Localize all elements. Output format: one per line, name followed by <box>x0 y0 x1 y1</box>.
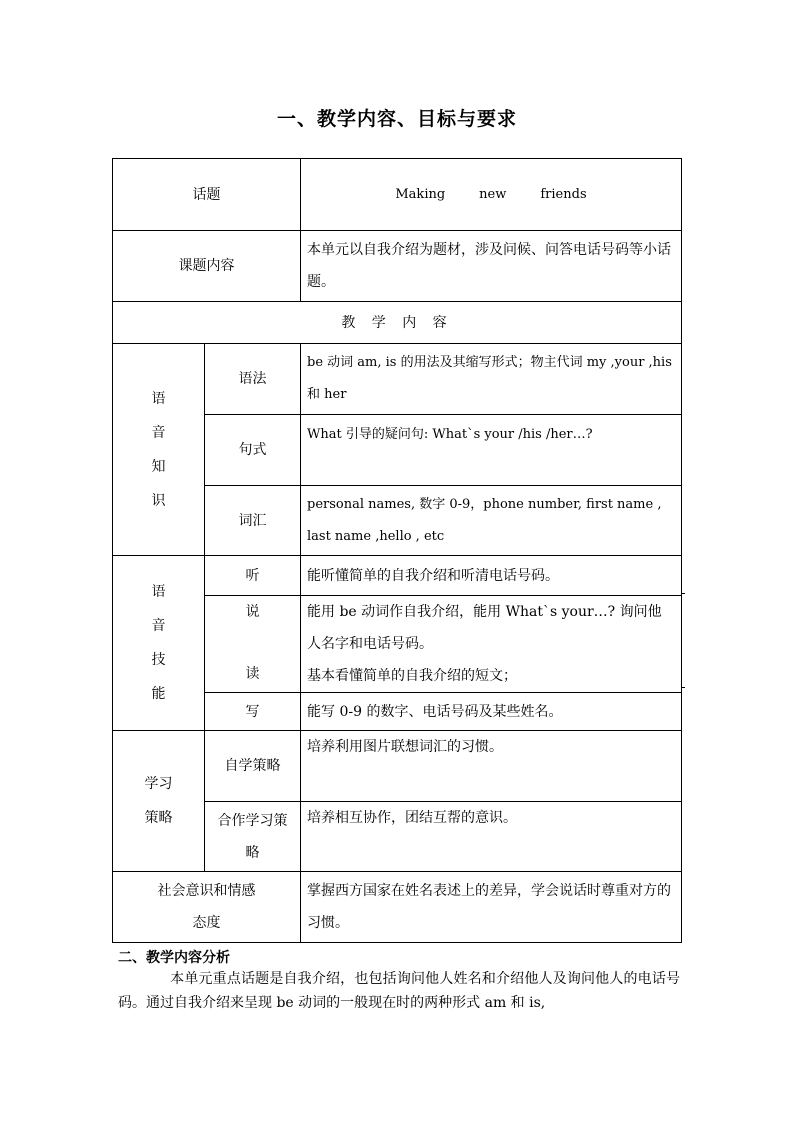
content-header: 教 学 内 容 <box>113 302 682 344</box>
table-row <box>113 731 682 802</box>
knowledge-group-label: 语 音 知 识 <box>113 344 205 556</box>
coop-label: 合作学习策 略 <box>205 802 301 872</box>
listen-label: 听 <box>205 556 301 596</box>
read-value: 基本看懂简单的自我介绍的短文； <box>307 668 517 684</box>
section-heading: 二、教学内容分析 <box>118 950 230 966</box>
sentence-value: What 引导的疑问句: What`s your /his /her…? <box>301 415 682 486</box>
social-value: 掌握西方国家在姓名表述上的差异，学会说话时尊重对方的习惯。 <box>301 872 682 943</box>
vocab-value: personal names, 数字 0-9，phone number, first name , last name ,hello , etc <box>301 486 682 556</box>
self-study-value: 培养利用图片联想词汇的习惯。 <box>301 731 682 802</box>
topic-word: new <box>479 186 507 202</box>
strategy-group-label: 学习 策略 <box>113 731 205 872</box>
listen-value: 能听懂简单的自我介绍和听清电话号码。 <box>301 556 682 596</box>
content-table <box>112 158 682 943</box>
table-line-stub <box>681 593 685 594</box>
topic-word: friends <box>540 186 587 202</box>
table-row <box>113 302 682 344</box>
topic-word: Making <box>395 186 446 202</box>
topic-label: 话题 <box>113 159 301 231</box>
table-row <box>113 872 682 943</box>
topic-value <box>301 159 682 231</box>
table-row <box>113 231 682 302</box>
coop-value: 培养相互协作，团结互帮的意识。 <box>301 802 682 872</box>
grammar-value: be 动词 am, is 的用法及其缩写形式；物主代词 my ,your ,his 和 her <box>301 344 682 415</box>
self-study-label: 自学策略 <box>205 731 301 802</box>
section-paragraph: 本单元重点话题是自我介绍，也包括询问他人姓名和介绍他人及询问他人的电话号码。通过自我介绍来呈现 be 动词的一般现在时的两种形式 am 和 is, <box>118 971 680 1011</box>
speak-read-values <box>301 596 682 693</box>
social-label: 社会意识和情感 态度 <box>113 872 301 943</box>
table-line-stub <box>681 687 685 688</box>
vocab-label: 词汇 <box>205 486 301 556</box>
read-label: 读 <box>245 666 260 682</box>
table-row <box>113 556 682 596</box>
table-row <box>113 344 682 415</box>
skill-group-label: 语 音 技 能 <box>113 556 205 731</box>
grammar-label: 语法 <box>205 344 301 415</box>
speak-label: 说 <box>245 604 260 620</box>
table-row <box>113 159 682 231</box>
write-label: 写 <box>205 693 301 731</box>
lesson-label: 课题内容 <box>113 231 301 302</box>
speak-read-cell <box>205 596 301 693</box>
speak-value: 能用 be 动词作自我介绍，能用 What`s your…? 询问他人名字和电话号码。 <box>307 604 662 652</box>
write-value: 能写 0-9 的数字、电话号码及某些姓名。 <box>301 693 682 731</box>
sentence-label: 句式 <box>205 415 301 486</box>
page-title: 一、教学内容、目标与要求 <box>276 108 517 130</box>
lesson-value: 本单元以自我介绍为题材，涉及问候、问答电话号码等小话题。 <box>301 231 682 302</box>
